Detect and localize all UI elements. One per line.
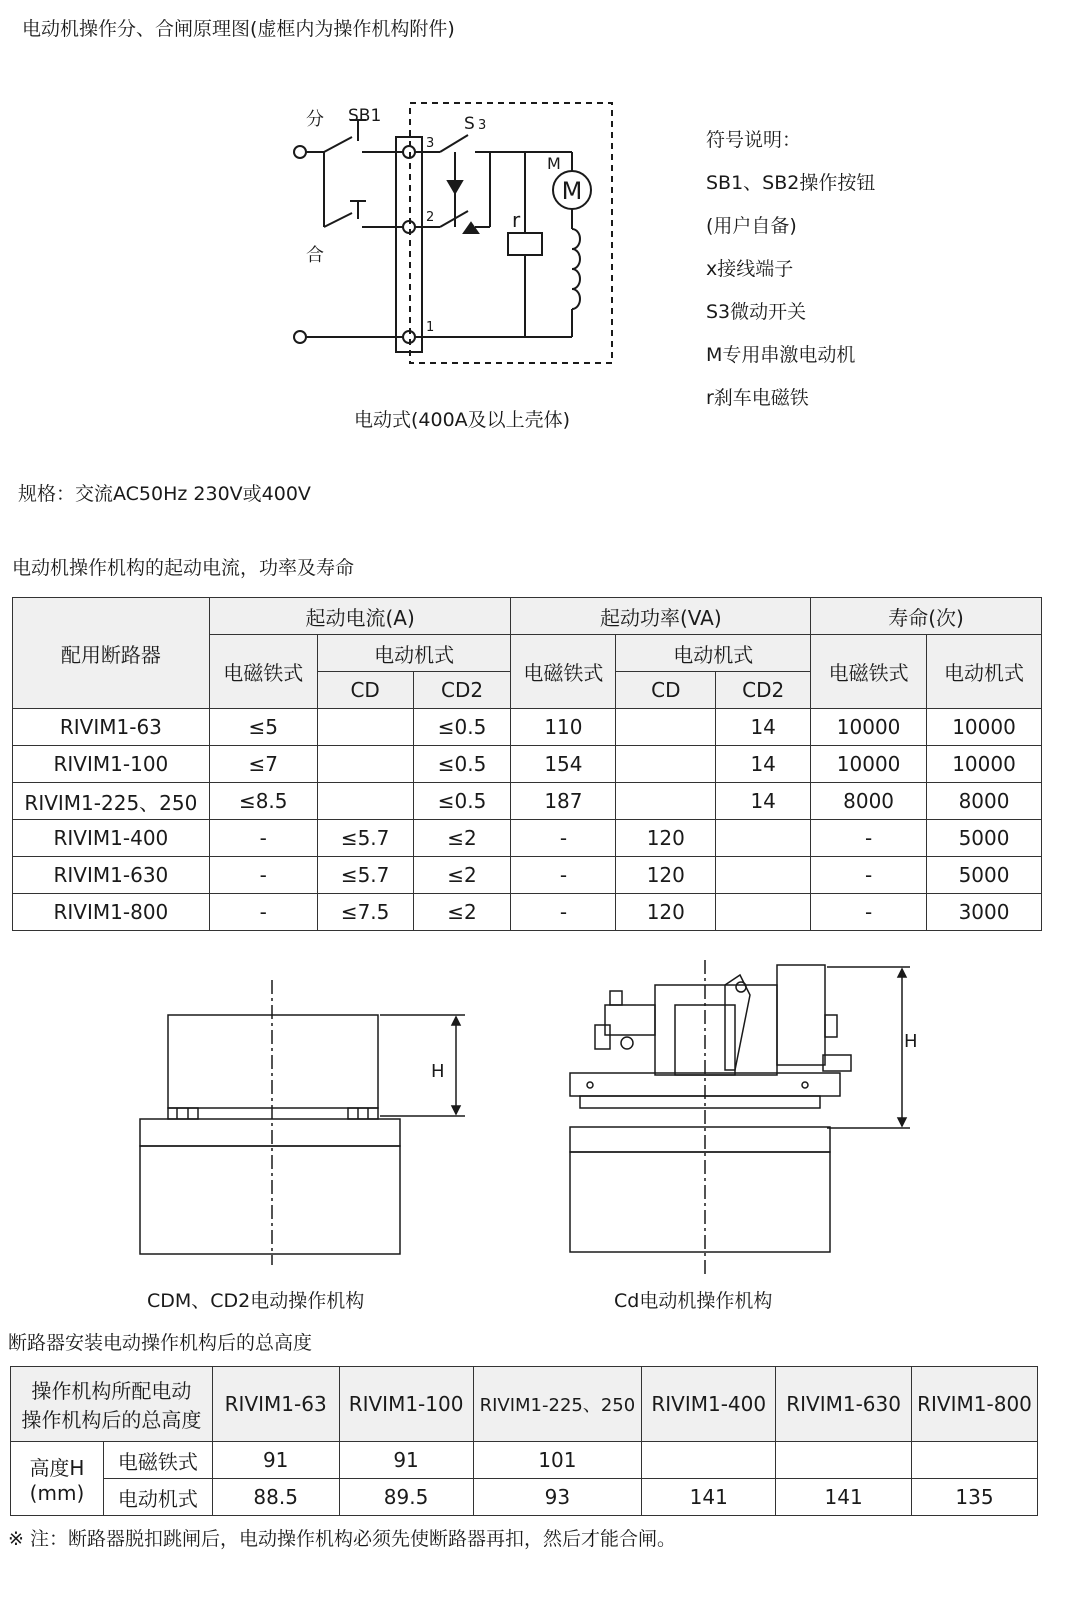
legend-item: M专用串激电动机 (706, 344, 856, 366)
legend-item: (用户自备) (706, 215, 797, 237)
input-terminal-top (294, 146, 306, 158)
table-row: 电动机式 88.5 89.5 93 141 141 135 (11, 1479, 1038, 1516)
input-terminal-bottom (294, 331, 306, 343)
s3-subscript: 3 (478, 118, 487, 133)
left-drawing-caption: CDM、CD2电动操作机构 (147, 1290, 365, 1312)
table-row: RIVIM1-800 - ≤7.5 ≤2 - 120 - 3000 (13, 894, 1042, 931)
table-row: RIVIM1-400 - ≤5.7 ≤2 - 120 - 5000 (13, 820, 1042, 857)
current-motor-header: 电动机式 (317, 635, 511, 672)
terminal-3-label: 3 (426, 136, 435, 151)
legend-item: x接线端子 (706, 258, 794, 280)
power-motor-header: 电动机式 (616, 635, 811, 672)
motor-type-label: 电动机式 (103, 1479, 212, 1516)
right-height-label: H (904, 1031, 918, 1052)
motor-housing (777, 965, 825, 1065)
terminal-1-label: 1 (426, 320, 435, 335)
breaker-column-header: 配用断路器 (13, 598, 210, 709)
breaker-cover (570, 1127, 830, 1152)
open-label: 分 (306, 109, 324, 130)
model-header: RIVIM1-630 (776, 1367, 912, 1442)
table2-caption: 断路器安装电动操作机构后的总高度 (8, 1332, 313, 1354)
s3-label: S (464, 114, 475, 134)
left-height-label: H (431, 1061, 445, 1082)
height-label: 高度H (mm) (11, 1442, 104, 1516)
current-cd2-header: CD2 (413, 672, 511, 709)
power-cd-header: CD (616, 672, 716, 709)
table-row: RIVIM1-630 - ≤5.7 ≤2 - 120 - 5000 (13, 857, 1042, 894)
legend-title: 符号说明： (706, 129, 802, 151)
model-header: RIVIM1-225、250 (473, 1367, 642, 1442)
spec-line: 规格：交流AC50Hz 230V或400V (18, 483, 311, 505)
legend-item: S3微动开关 (706, 301, 807, 323)
table2-corner-header: 操作机构所配电动 操作机构后的总高度 (11, 1367, 213, 1442)
terminal-2-label: 2 (426, 210, 435, 225)
current-em-header: 电磁铁式 (209, 635, 317, 709)
power-group-header: 起动功率(VA) (511, 598, 811, 635)
r-label: r (512, 208, 521, 232)
power-cd2-header: CD2 (716, 672, 811, 709)
symbol-legend (706, 119, 875, 420)
model-header: RIVIM1-100 (339, 1367, 473, 1442)
close-label: 合 (306, 245, 324, 266)
sb1-label: SB1 (348, 106, 382, 126)
table-row: RIVIM1-100 ≤7 ≤0.5 154 14 10000 10000 (13, 746, 1042, 783)
s3-switch (440, 135, 468, 152)
cd-motor-drawing (565, 955, 945, 1285)
field-winding-icon (572, 229, 580, 309)
table-row: RIVIM1-63 ≤5 ≤0.5 110 14 10000 10000 (13, 709, 1042, 746)
breaker-body (570, 1152, 830, 1252)
legend-item: SB1、SB2操作按钮 (706, 172, 876, 194)
sb1-contact (324, 137, 352, 152)
model-header: RIVIM1-800 (912, 1367, 1038, 1442)
right-drawing-caption: Cd电动机操作机构 (614, 1290, 773, 1312)
breaker-cover (140, 1119, 400, 1146)
life-motor-header: 电动机式 (927, 635, 1042, 709)
current-group-header: 起动电流(A) (209, 598, 511, 635)
motor-label: M (547, 154, 561, 173)
operator-body (168, 1015, 378, 1108)
table1-caption: 电动机操作机构的起动电流，功率及寿命 (12, 557, 355, 579)
table-row: 高度H (mm) 电磁铁式 91 91 101 (11, 1442, 1038, 1479)
em-type-label: 电磁铁式 (103, 1442, 212, 1479)
legend-item: r刹车电磁铁 (706, 387, 809, 409)
life-em-header: 电磁铁式 (811, 635, 927, 709)
total-height-table (10, 1366, 1038, 1516)
breaker-body (140, 1146, 400, 1254)
life-group-header: 寿命(次) (811, 598, 1042, 635)
model-header: RIVIM1-400 (642, 1367, 776, 1442)
current-cd-header: CD (317, 672, 413, 709)
cdm-cd2-drawing (130, 975, 480, 1275)
power-em-header: 电磁铁式 (511, 635, 616, 709)
schematic-caption: 电动式(400A及以上壳体) (354, 409, 571, 431)
brake-magnet-r (508, 233, 542, 255)
current-power-life-table (12, 597, 1042, 931)
motor-symbol: M (561, 177, 583, 205)
diode-icon (448, 181, 462, 193)
footnote: ※ 注：断路器脱扣跳闸后，电动操作机构必须先使断路器再扣，然后才能合闸。 (8, 1528, 676, 1550)
model-header: RIVIM1-63 (212, 1367, 339, 1442)
wiring-schematic (280, 95, 640, 440)
page-title: 电动机操作分、合闸原理图(虚框内为操作机构附件) (22, 18, 455, 40)
table-row: RIVIM1-225、250 ≤8.5 ≤0.5 187 14 8000 8000 (13, 783, 1042, 820)
